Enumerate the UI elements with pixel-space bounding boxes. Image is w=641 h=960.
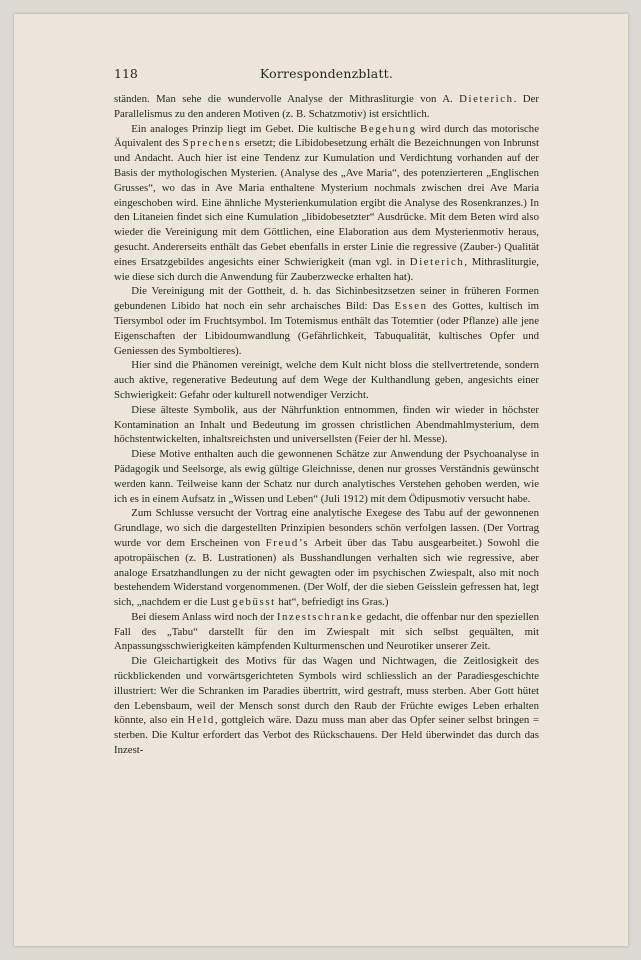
paragraph — [114, 610, 539, 654]
body-text — [114, 92, 539, 758]
paragraph — [114, 284, 539, 358]
paragraph — [114, 92, 539, 122]
paragraph-text: des Gottes, kultisch im Tiersymbol oder im Fruchtsymbol. Im Totemismus enthält das Totemtier (oder Pflanze) alle jene Eigenschaften der Libidoumwandlung (Gefährlichkeit, Tabuqualität, kultisches Opfer und Geniessen des Symboltieres). — [114, 300, 539, 357]
paragraph — [114, 403, 539, 447]
paragraph-text: Bei diesem Anlass wird noch der — [131, 610, 277, 623]
spaced-emphasis-text: Inzestschranke — [276, 610, 364, 623]
paragraph — [114, 654, 539, 758]
paragraph-text: , gottgleich wäre. Dazu muss man aber das Opfer seiner selbst bringen = sterben. Die Kultur erfordert das Verbot des Rückschauens. Der Held überwindet das durch das Inzest- — [114, 714, 539, 757]
page-header — [114, 66, 539, 82]
paragraph — [114, 506, 539, 610]
paragraph-text: Hier sind die Phänomen vereinigt, welche dem Kult nicht bloss die stellvertretende, sondern auch aktive, regenerative Bedeutung auf dem Wege der Kulthandlung geben, angesichts einer Schwierigkeit: Gefahr oder kulturell notwendiger Verzicht. — [114, 359, 539, 401]
spaced-emphasis-text: Sprechens — [182, 137, 242, 150]
paragraph — [114, 358, 539, 402]
document-page — [14, 14, 628, 946]
paragraph-text: Die Vereinigung mit der Gottheit, d. h. das Sichinbesitzsetzen seiner in früheren Formen gebundenen Libido hat noch ein sehr archaisches Bild: Das — [114, 285, 539, 313]
paragraph-text: , Mithrasliturgie, wie diese sich durch die Anwendung für Zauberzwecke erhalten hat). — [114, 255, 539, 283]
paragraph — [114, 447, 539, 506]
spaced-emphasis-text: Dieterich — [459, 93, 514, 105]
paragraph-text: ersetzt; die Libidobesetzung erhält die Bezeichnungen von Inbrunst und Andacht. Auch hier ist eine Tendenz zur Kumulation und Verdichtung vorhanden auf der Basis der mythologischen Mysterien. (Analyse des „Ave Maria“, des potenzierteren „Englischen Grusses“, wo das in Ave Maria enthaltene Mysterium nochmals zwischen drei Ave Maria eingeschoben wird. Eine ähnliche Mysterienkumulation ergibt die Analyse des Rosenkranzes.) In den Litaneien findet sich eine Kumulation „libidobesetzter“ Ausdrücke. Mit dem Beten wird also wieder die Vereinigung mit dem Göttlichen, eine Elaboration aus dem Mysterienmotiv heraus, gesucht. Andererseits enthält das Gebet ebenfalls in erster Linie die regressive (Zauber-) Qualität eines Ersatzgebildes angesichts einer Schwierigkeit (man vgl. in — [114, 137, 540, 268]
paragraph-text: wird durch das motorische Äquivalent des — [114, 122, 540, 150]
paragraph-text: ständen. Man sehe die wundervolle Analyse der Mithrasliturgie von A. — [114, 93, 460, 105]
page-number: 118 — [114, 66, 138, 81]
paragraph-text: hat“, befriedigt ins Gras.) — [275, 596, 389, 609]
paragraph-text: Die Gleichartigkeit des Motivs für das Wagen und Nichtwagen, die Zeitlosigkeit des rückblickenden und vorwärtsgerichteten Symbols wird schliesslich an der Paradiesgeschichte illustriert: Wer die Schranken im Paradies übertritt, wird gestraft, muss sterben. Aber Gott hütet den Lebensbaum, weil der Mensch sonst durch den Raub der Früchte ewiges Leben erhalten könnte, also ein — [114, 655, 539, 727]
paragraph-text: gedacht, die offenbar nur den speziellen Fall des „Tabu“ darstellt für den im Zwiespalt mit sich selbst gequälten, mit Anpassungsschwierigkeiten kämpfenden Kulturmenschen und Neurotiker unserer Zeit. — [114, 610, 539, 653]
paragraph-text: Ein analoges Prinzip liegt im Gebet. Die kultische — [131, 122, 361, 135]
paragraph-text: . Der Parallelismus zu den anderen Motiven (z. B. Schatzmotiv) ist ersichtlich. — [114, 93, 539, 120]
paragraph-text: Arbeit über das Tabu ausgearbeitet.) Sowohl die apotropäischen (z. B. Lustrationen) als Busshandlungen verhalten sich wie regressive, aber analoge Ersatzhandlungen zu der nicht gewagten oder im psychischen Zwiespalt, also mit noch bestehendem Widerstand vorgenommenen. (Der Wolf, der die sieben Geisslein gefressen hat, legt sich, „nachdem er die Lust — [114, 536, 539, 609]
paragraph-text: Zum Schlusse versucht der Vortrag eine analytische Exegese des Tabu auf der gewonnenen Grundlage, wo sich die dargestellten Prinzipien besonders schön verfolgen lassen. (Der Vortrag wurde vor dem Erscheinen von — [114, 507, 539, 549]
spaced-emphasis-text: Essen — [394, 300, 428, 313]
spaced-emphasis-text: Freud’s — [265, 536, 310, 549]
paragraph — [114, 122, 539, 285]
spaced-emphasis-text: Begehung — [360, 122, 417, 135]
spaced-emphasis-text: Held — [187, 714, 215, 727]
running-title: Korrespondenzblatt. — [259, 66, 394, 81]
paragraph-text: Diese älteste Symbolik, aus der Nährfunktion entnommen, finden wir wieder in höchster Kontamination an Inhalt und Bedeutung im grossen christlichen Abendmahlmysterium, dem höchstentwickelten, inhaltsreichsten und universellsten (Feier der hl. Messe). — [114, 403, 539, 446]
spaced-emphasis-text: gebüsst — [232, 596, 276, 609]
paragraph-text: Diese Motive enthalten auch die gewonnenen Schätze zur Anwendung der Psychoanalyse in Pädagogik und Seelsorge, als ewig gültige Gleichnisse, denen nur grosses Verständnis gewünscht werden kann. Teilweise kann der Schatz nur durch analytisches Verstehen gehoben werden, wie ich es in einem Aufsatz in „Wissen und Leben“ (Juli 1912) mit dem Ödipusmotiv versucht habe. — [114, 448, 539, 505]
spaced-emphasis-text: Dieterich — [409, 255, 465, 268]
